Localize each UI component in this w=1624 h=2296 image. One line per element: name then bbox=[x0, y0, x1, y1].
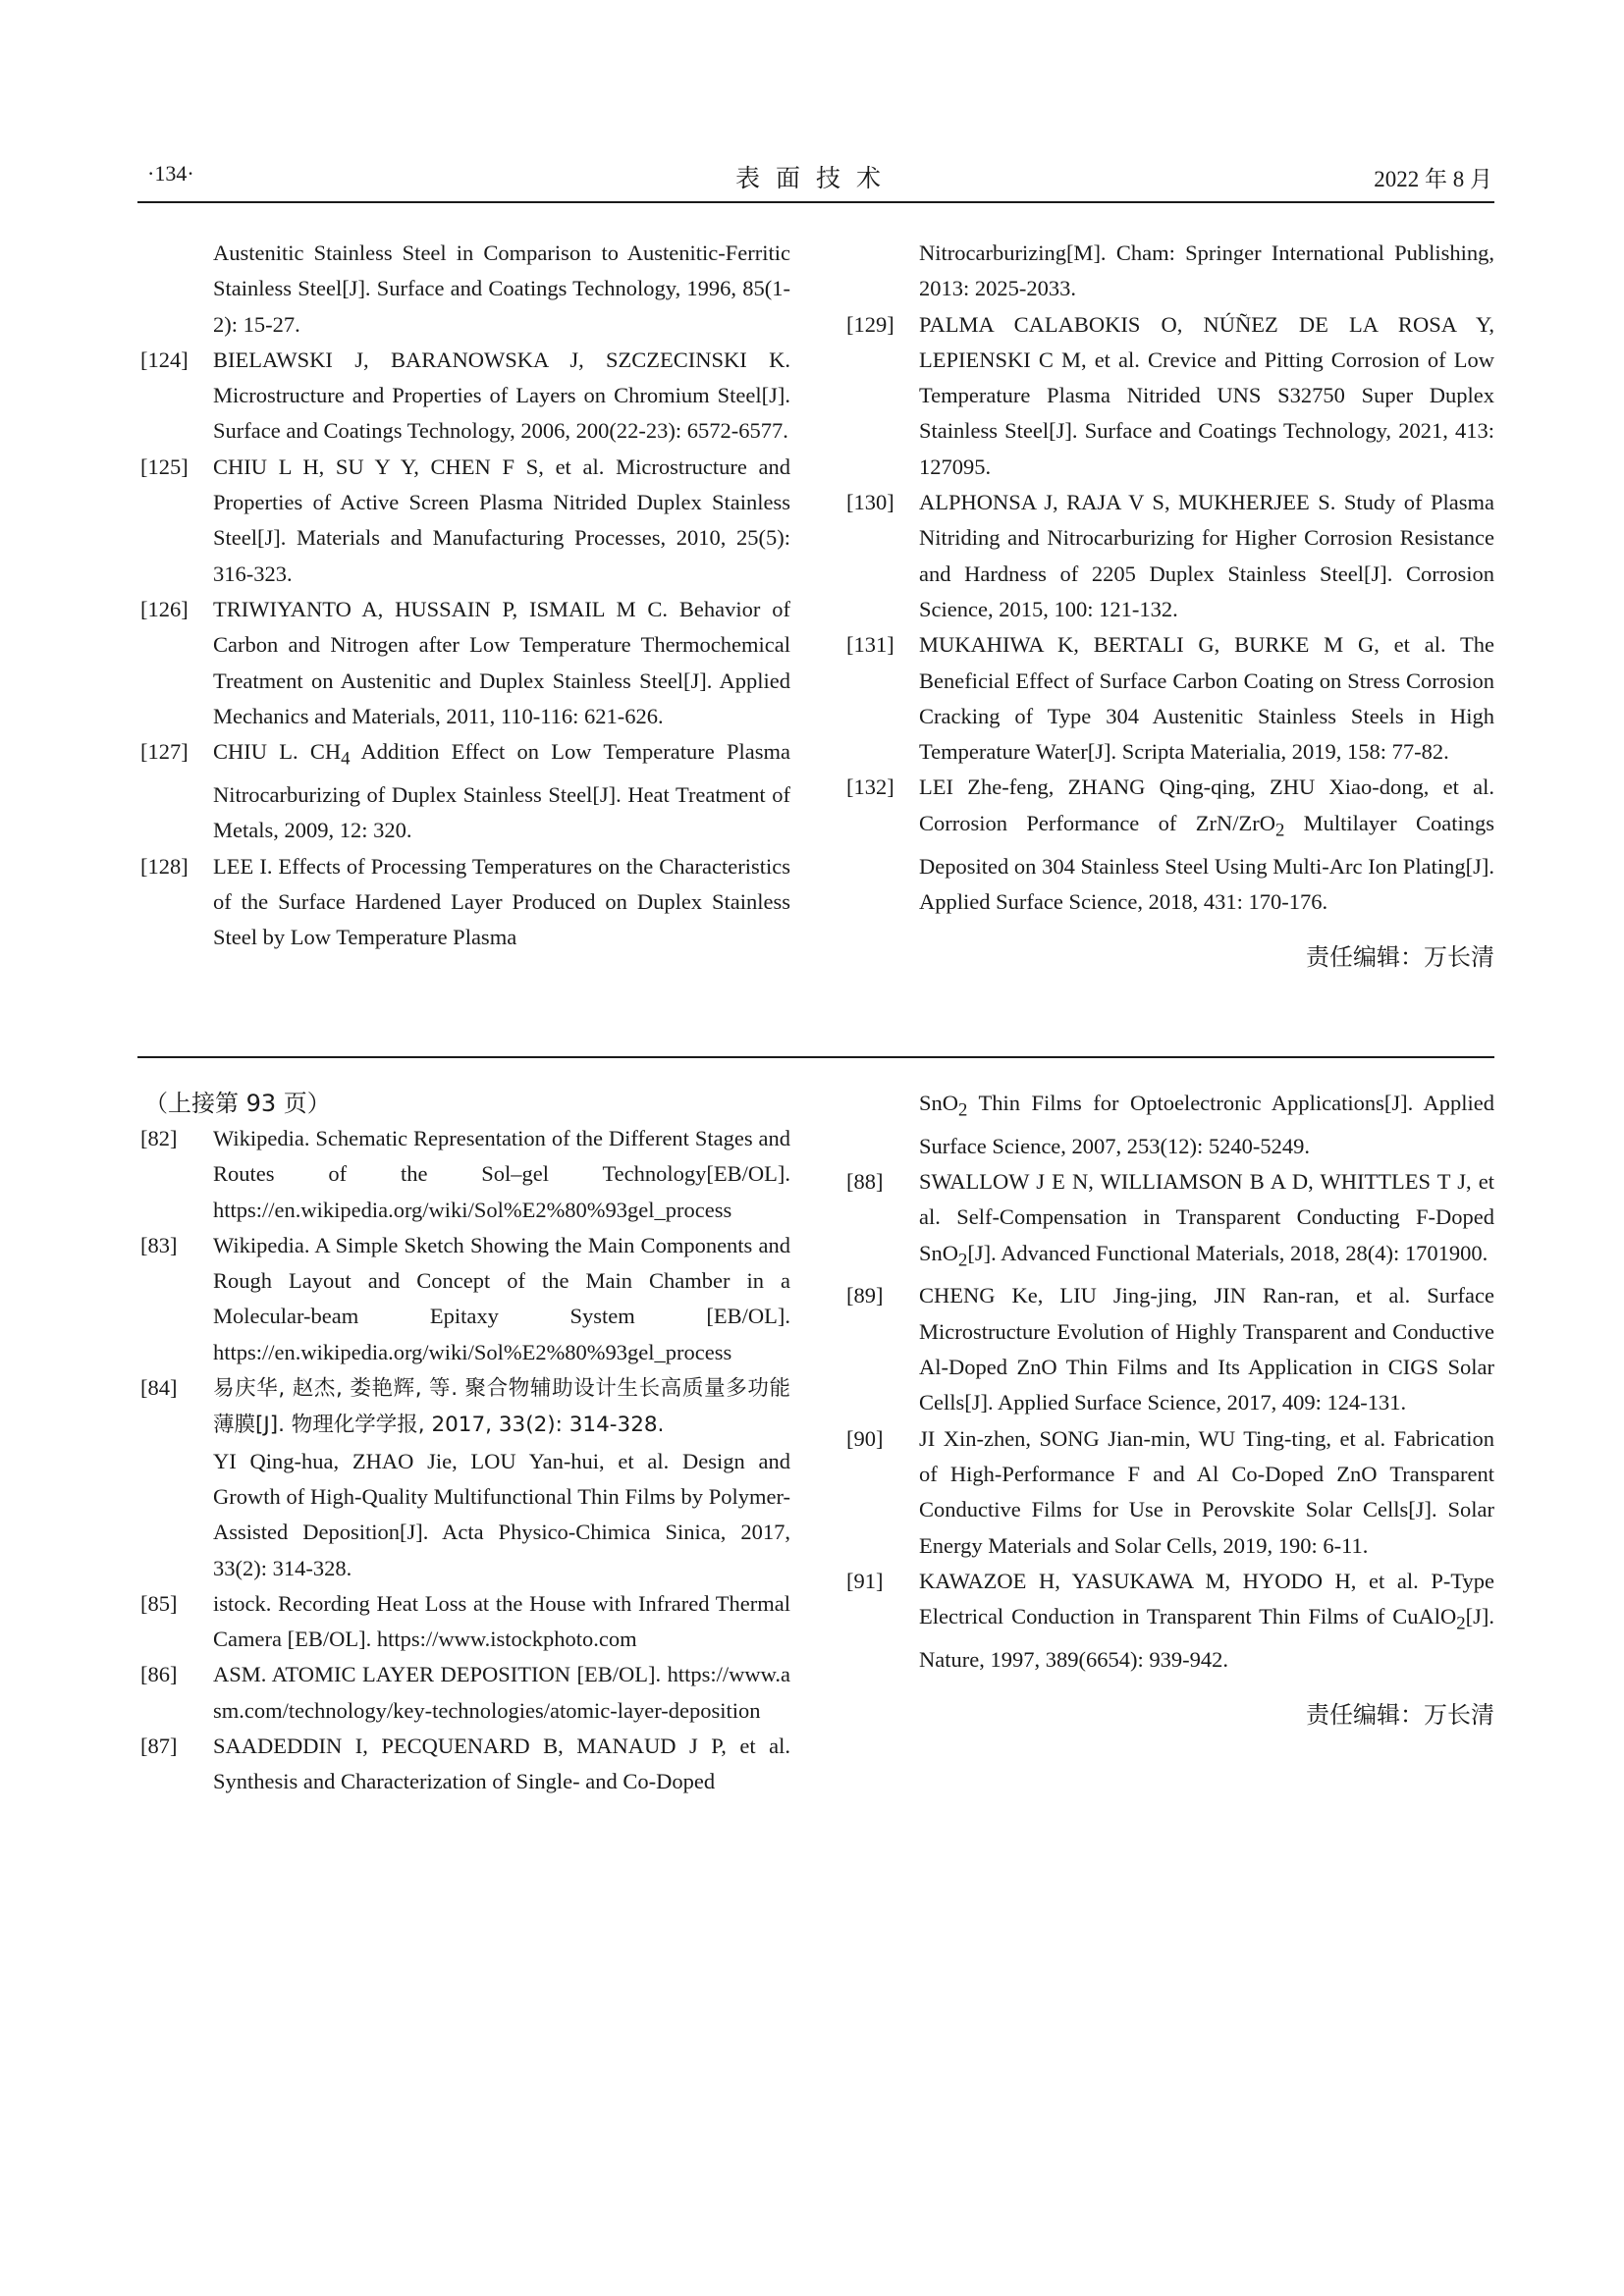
reference-125 bbox=[140, 450, 790, 592]
reference-86 bbox=[140, 1657, 790, 1729]
reference-text: Thin Films for Optoelectronic Applications[J]. Applied Surface Science, 2007, 253(12): 5240-5249. bbox=[919, 1091, 1494, 1158]
reference-number: [91] bbox=[846, 1568, 884, 1593]
reference-text: MUKAHIWA K, BERTALI G, BURKE M G, et al. The Beneficial Effect of Surface Carbon Coating on Stress Corrosion Cracking of Type 304 Austenitic Stainless Steels in High Temperature Water[J]. Scripta Materialia, 2019, 158: 77-82. bbox=[919, 632, 1494, 765]
continued-from-page-93: （上接第 93 页） bbox=[144, 1090, 331, 1117]
reference-number: [82] bbox=[140, 1126, 178, 1150]
reference-number: [86] bbox=[140, 1662, 178, 1687]
reference-127 bbox=[140, 734, 790, 848]
reference-130 bbox=[846, 485, 1494, 627]
reference-text: LEE I. Effects of Processing Temperatures on the Characteristics of the Surface Hardened Layer Produced on Duplex Stainless Steel by Low Temperature Plasma bbox=[213, 853, 790, 950]
reference-text-chinese: 易庆华, 赵杰, 娄艳辉, 等. 聚合物辅助设计生长高质量多功能薄膜[J]. 物理化学学报, 2017, 33(2): 314-328. bbox=[213, 1376, 790, 1438]
reference-text: ALPHONSA J, RAJA V S, MUKHERJEE S. Study of Plasma Nitriding and Nitrocarburizing for Higher Corrosion Resistance and Hardness of 2205 Duplex Stainless Steel[J]. Corrosion Science, 2015, 100: 121-132. bbox=[919, 490, 1494, 621]
subscript: 2 bbox=[1456, 1613, 1466, 1634]
reference-128 bbox=[140, 849, 790, 956]
reference-83 bbox=[140, 1228, 790, 1370]
references-top-left bbox=[140, 236, 790, 955]
reference-number: [127] bbox=[140, 739, 189, 765]
reference-text: CHIU L H, SU Y Y, CHEN F S, et al. Microstructure and Properties of Active Screen Plasma Nitrided Duplex Stainless Steel[J]. Materials and Manufacturing Processes, 2010, 25(5): 316-323. bbox=[213, 454, 790, 586]
running-header bbox=[137, 155, 1494, 196]
reference-132 bbox=[846, 770, 1494, 920]
reference-number: [88] bbox=[846, 1169, 884, 1195]
section-divider bbox=[137, 1056, 1494, 1058]
reference-87 bbox=[140, 1729, 790, 1800]
responsible-editor: 责任编辑：万长清 bbox=[1306, 943, 1494, 972]
reference-text: BIELAWSKI J, BARANOWSKA J, SZCZECINSKI K. Microstructure and Properties of Layers on Chromium Steel[J]. Surface and Coatings Technology, 2006, 200(22-23): 6572-6577. bbox=[213, 347, 790, 444]
reference-number: [89] bbox=[846, 1283, 884, 1308]
reference-text: JI Xin-zhen, SONG Jian-min, WU Ting-ting, et al. Fabrication of High-Performance F and Al Co-Doped ZnO Transparent Conductive Films for Use in Perovskite Solar Cells[J]. Solar Energy Materials and Solar Cells, 2019, 190: 6-11. bbox=[919, 1425, 1494, 1558]
subscript: 4 bbox=[341, 748, 351, 770]
reference-number: [131] bbox=[846, 632, 894, 658]
reference-84 bbox=[140, 1370, 790, 1586]
reference-number: [132] bbox=[846, 774, 894, 800]
reference-continuation: Nitrocarburizing[M]. Cham: Springer International Publishing, 2013: 2025-2033. bbox=[919, 240, 1494, 301]
subscript: 2 bbox=[958, 1099, 968, 1121]
responsible-editor: 责任编辑：万长清 bbox=[1306, 1701, 1494, 1730]
reference-text: CHIU L. CH bbox=[213, 739, 342, 765]
journal-title: 表面技术 bbox=[734, 166, 896, 192]
reference-text: SAADEDDIN I, PECQUENARD B, MANAUD J P, et al. Synthesis and Characterization of Single- and Co-Doped bbox=[213, 1734, 790, 1794]
reference-text: Wikipedia. Schematic Representation of the Different Stages and Routes of the Sol–gel Technology[EB/OL]. https://en.wikipedia.org/wiki/Sol%E2%80%93gel_process bbox=[213, 1126, 790, 1222]
reference-number: [129] bbox=[846, 311, 894, 337]
reference-text: Wikipedia. A Simple Sketch Showing the Main Components and Rough Layout and Concept of the Main Chamber in a Molecular-beam Epitaxy System [EB/OL]. https://en.wikipedia.org/wiki/Sol%E2%80%93gel_process bbox=[213, 1232, 790, 1364]
reference-131 bbox=[846, 627, 1494, 770]
reference-85 bbox=[140, 1586, 790, 1658]
reference-text: PALMA CALABOKIS O, NÚÑEZ DE LA ROSA Y, LEPIENSKI C M, et al. Crevice and Pitting Corrosion of Low Temperature Plasma Nitrided UNS S32750 Super Duplex Stainless Steel[J]. Surface and Coatings Technology, 2021, 413: 127095. bbox=[919, 311, 1494, 479]
reference-continuation: Austenitic Stainless Steel in Comparison to Austenitic-Ferritic Stainless Steel[J]. Surface and Coatings Technology, 1996, 85(1-2): 15-27. bbox=[213, 240, 790, 337]
reference-82 bbox=[140, 1121, 790, 1228]
reference-text: CHENG Ke, LIU Jing-jing, JIN Ran-ran, et al. Surface Microstructure Evolution of Highly Transparent and Conductive Al-Doped ZnO Thin Films and Its Application in CIGS Solar Cells[J]. Applied Surface Science, 2017, 409: 124-131. bbox=[919, 1283, 1494, 1415]
reference-126 bbox=[140, 592, 790, 734]
reference-number: [83] bbox=[140, 1232, 178, 1257]
reference-89 bbox=[846, 1278, 1494, 1420]
reference-number: [130] bbox=[846, 490, 894, 515]
reference-number: [87] bbox=[140, 1734, 178, 1759]
reference-91 bbox=[846, 1564, 1494, 1678]
header-rule bbox=[137, 201, 1494, 203]
references-top-right bbox=[846, 236, 1494, 975]
reference-number: [85] bbox=[140, 1590, 178, 1616]
reference-text: KAWAZOE H, YASUKAWA M, HYODO H, et al. P-Type Electrical Conduction in Transparent Thin Films of CuAlO bbox=[919, 1568, 1494, 1629]
reference-text: SnO bbox=[919, 1091, 959, 1115]
reference-number: [124] bbox=[140, 347, 189, 372]
reference-text: istock. Recording Heat Loss at the House with Infrared Thermal Camera [EB/OL]. https://www.istockphoto.com bbox=[213, 1590, 790, 1652]
reference-text: [J]. Advanced Functional Materials, 2018, 28(4): 1701900. bbox=[967, 1240, 1489, 1265]
reference-129 bbox=[846, 307, 1494, 485]
reference-number: [84] bbox=[140, 1375, 178, 1401]
reference-text: SWALLOW J E N, WILLIAMSON B A D, WHITTLES T J, et al. Self-Compensation in Transparent Conducting F-Doped SnO bbox=[919, 1169, 1494, 1265]
reference-text: TRIWIYANTO A, HUSSAIN P, ISMAIL M C. Behavior of Carbon and Nitrogen after Low Temperature Thermochemical Treatment on Austenitic and Duplex Stainless Steel[J]. Applied Mechanics and Materials, 2011, 110-116: 621-626. bbox=[213, 596, 790, 728]
subscript: 2 bbox=[1274, 820, 1285, 841]
references-bottom-right bbox=[846, 1086, 1494, 1734]
reference-number: [90] bbox=[846, 1425, 884, 1451]
reference-number: [126] bbox=[140, 596, 189, 621]
reference-text: [J]. Nature, 1997, 389(6654): 939-942. bbox=[919, 1604, 1494, 1672]
reference-number: [125] bbox=[140, 454, 189, 479]
references-bottom-left bbox=[140, 1086, 790, 1800]
issue-date: 2022 年 8 月 bbox=[1374, 167, 1492, 191]
page-number: ·134· bbox=[147, 161, 194, 186]
reference-continuation bbox=[846, 1086, 1494, 1164]
reference-text-english: YI Qing-hua, ZHAO Jie, LOU Yan-hui, et al. Design and Growth of High-Quality Multifunctional Thin Films by Polymer-Assisted Deposition[J]. Acta Physico-Chimica Sinica, 2017, 33(2): 314-328. bbox=[213, 1448, 790, 1580]
reference-text: ASM. ATOMIC LAYER DEPOSITION [EB/OL]. https://www.asm.com/technology/key-technologies/atomic-layer-deposition bbox=[213, 1662, 790, 1723]
reference-text: Addition Effect on Low Temperature Plasma Nitrocarburizing of Duplex Stainless Steel[J]. Heat Treatment of Metals, 2009, 12: 320. bbox=[213, 739, 790, 843]
reference-90 bbox=[846, 1421, 1494, 1564]
reference-text: LEI Zhe-feng, ZHANG Qing-qing, ZHU Xiao-dong, et al. Corrosion Performance of ZrN/ZrO bbox=[919, 774, 1494, 835]
reference-88 bbox=[846, 1164, 1494, 1278]
subscript: 2 bbox=[958, 1250, 968, 1271]
reference-number: [128] bbox=[140, 853, 189, 879]
reference-124 bbox=[140, 343, 790, 450]
reference-text: Multilayer Coatings Deposited on 304 Stainless Steel Using Multi-Arc Ion Plating[J]. Applied Surface Science, 2018, 431: 170-176. bbox=[919, 810, 1495, 914]
